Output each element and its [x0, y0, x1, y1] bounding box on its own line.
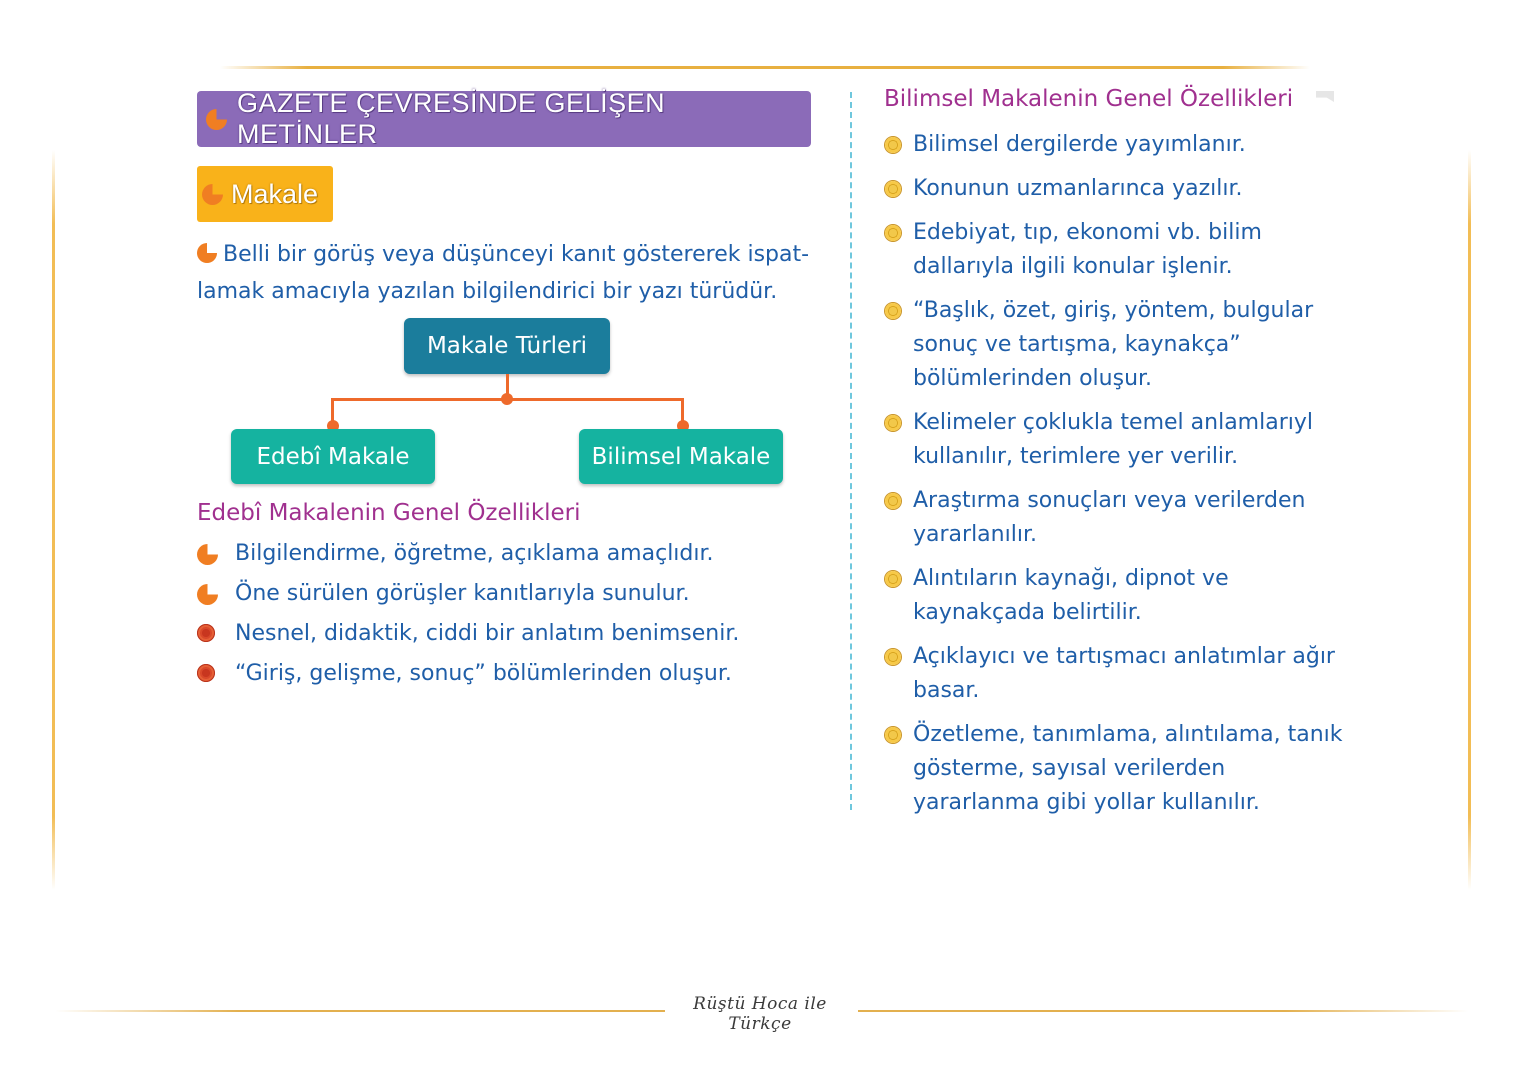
bottom-right-decorative-line: [858, 1010, 1468, 1012]
sun-bullet-icon: [885, 137, 901, 153]
diagram-node-literary: Edebî Makale: [231, 429, 435, 484]
bottom-left-decorative-line: [55, 1010, 665, 1012]
list-item-text: Araştırma sonuçları veya verilerden yararlanılır.: [913, 488, 1306, 547]
sun-bullet-icon: [885, 303, 901, 319]
list-item-text: Alıntıların kaynağı, dipnot ve kaynakçada belirtilir.: [913, 566, 1229, 625]
right-decorative-line: [1468, 150, 1471, 890]
list-item: [884, 216, 1354, 284]
left-decorative-line: [52, 150, 55, 890]
definition-text: Belli bir görüş veya düşünceyi kanıt göstererek ispat-lamak amacıyla yazılan bilgilendirici bir yazı türüdür.: [197, 242, 810, 304]
topic-tag: [197, 166, 333, 222]
list-item-text: Kelimeler çoklukla temel anlamlarıyl kullanılır, terimlere yer verilir.: [913, 410, 1313, 469]
sun-bullet-icon: [885, 225, 901, 241]
pie-bullet-icon: [197, 243, 217, 263]
list-item: [197, 538, 817, 578]
list-item: [197, 578, 817, 618]
page-corner-icon: [1316, 91, 1334, 102]
list-item-text: Konunun uzmanlarınca yazılır.: [913, 176, 1243, 201]
topic-tag-label: Makale: [231, 178, 319, 209]
list-item-text: Bilimsel dergilerde yayımlanır.: [913, 132, 1246, 157]
sun-bullet-icon: [885, 415, 901, 431]
list-item-text: Özetleme, tanımlama, alıntılama, tanık gösterme, sayısal verilerden yararlanma gibi yollar kullanılır.: [913, 722, 1343, 815]
list-item: [884, 406, 1354, 474]
literary-section-title: Edebî Makalenin Genel Özellikleri: [197, 500, 581, 526]
list-item-text: Öne sürülen görüşler kanıtlarıyla sunulur.: [235, 581, 690, 606]
list-item-text: Nesnel, didaktik, ciddi bir anlatım benimsenir.: [235, 621, 740, 646]
diagram-node-scientific: Bilimsel Makale: [579, 429, 783, 484]
flower-bullet-icon: [197, 624, 215, 642]
literary-features-list: [197, 538, 817, 698]
pie-bullet-icon: [197, 584, 218, 605]
pie-bullet-icon: [202, 184, 223, 205]
list-item: [197, 618, 817, 658]
pie-bullet-icon: [197, 544, 218, 565]
sun-bullet-icon: [885, 727, 901, 743]
list-item: [197, 658, 817, 698]
diagram-root-node: Makale Türleri: [404, 318, 610, 374]
sun-bullet-icon: [885, 493, 901, 509]
sun-bullet-icon: [885, 181, 901, 197]
list-item: [884, 640, 1354, 708]
section-banner: [197, 88, 811, 149]
sun-bullet-icon: [885, 571, 901, 587]
sun-bullet-icon: [885, 649, 901, 665]
list-item: [884, 128, 1354, 162]
list-item-text: Bilgilendirme, öğretme, açıklama amaçlıdır.: [235, 541, 714, 566]
list-item-text: Edebiyat, tıp, ekonomi vb. bilim dallarıyla ilgili konular işlenir.: [913, 220, 1262, 279]
list-item: [884, 484, 1354, 552]
column-divider: [850, 92, 852, 810]
list-item: [884, 294, 1354, 396]
scientific-features-list: [884, 128, 1354, 830]
list-item: [884, 172, 1354, 206]
list-item: [884, 562, 1354, 630]
list-item-text: “Başlık, özet, giriş, yöntem, bulgular sonuç ve tartışma, kaynakça” bölümlerinden oluşur.: [913, 298, 1314, 391]
footer-signature: Rüştü Hoca ile Türkçe: [693, 994, 827, 1034]
top-decorative-line: [220, 66, 1310, 69]
definition-paragraph: [197, 236, 827, 310]
scientific-section-title: Bilimsel Makalenin Genel Özellikleri: [884, 86, 1294, 112]
pie-bullet-icon: [206, 109, 227, 130]
diagram-junction-dot: [501, 393, 513, 405]
list-item-text: Açıklayıcı ve tartışmacı anlatımlar ağır basar.: [913, 644, 1335, 703]
banner-title: GAZETE ÇEVRESİNDE GELİŞEN METİNLER: [237, 88, 666, 149]
list-item-text: “Giriş, gelişme, sonuç” bölümlerinden oluşur.: [235, 661, 732, 686]
list-item: [884, 718, 1354, 820]
flower-bullet-icon: [197, 664, 215, 682]
